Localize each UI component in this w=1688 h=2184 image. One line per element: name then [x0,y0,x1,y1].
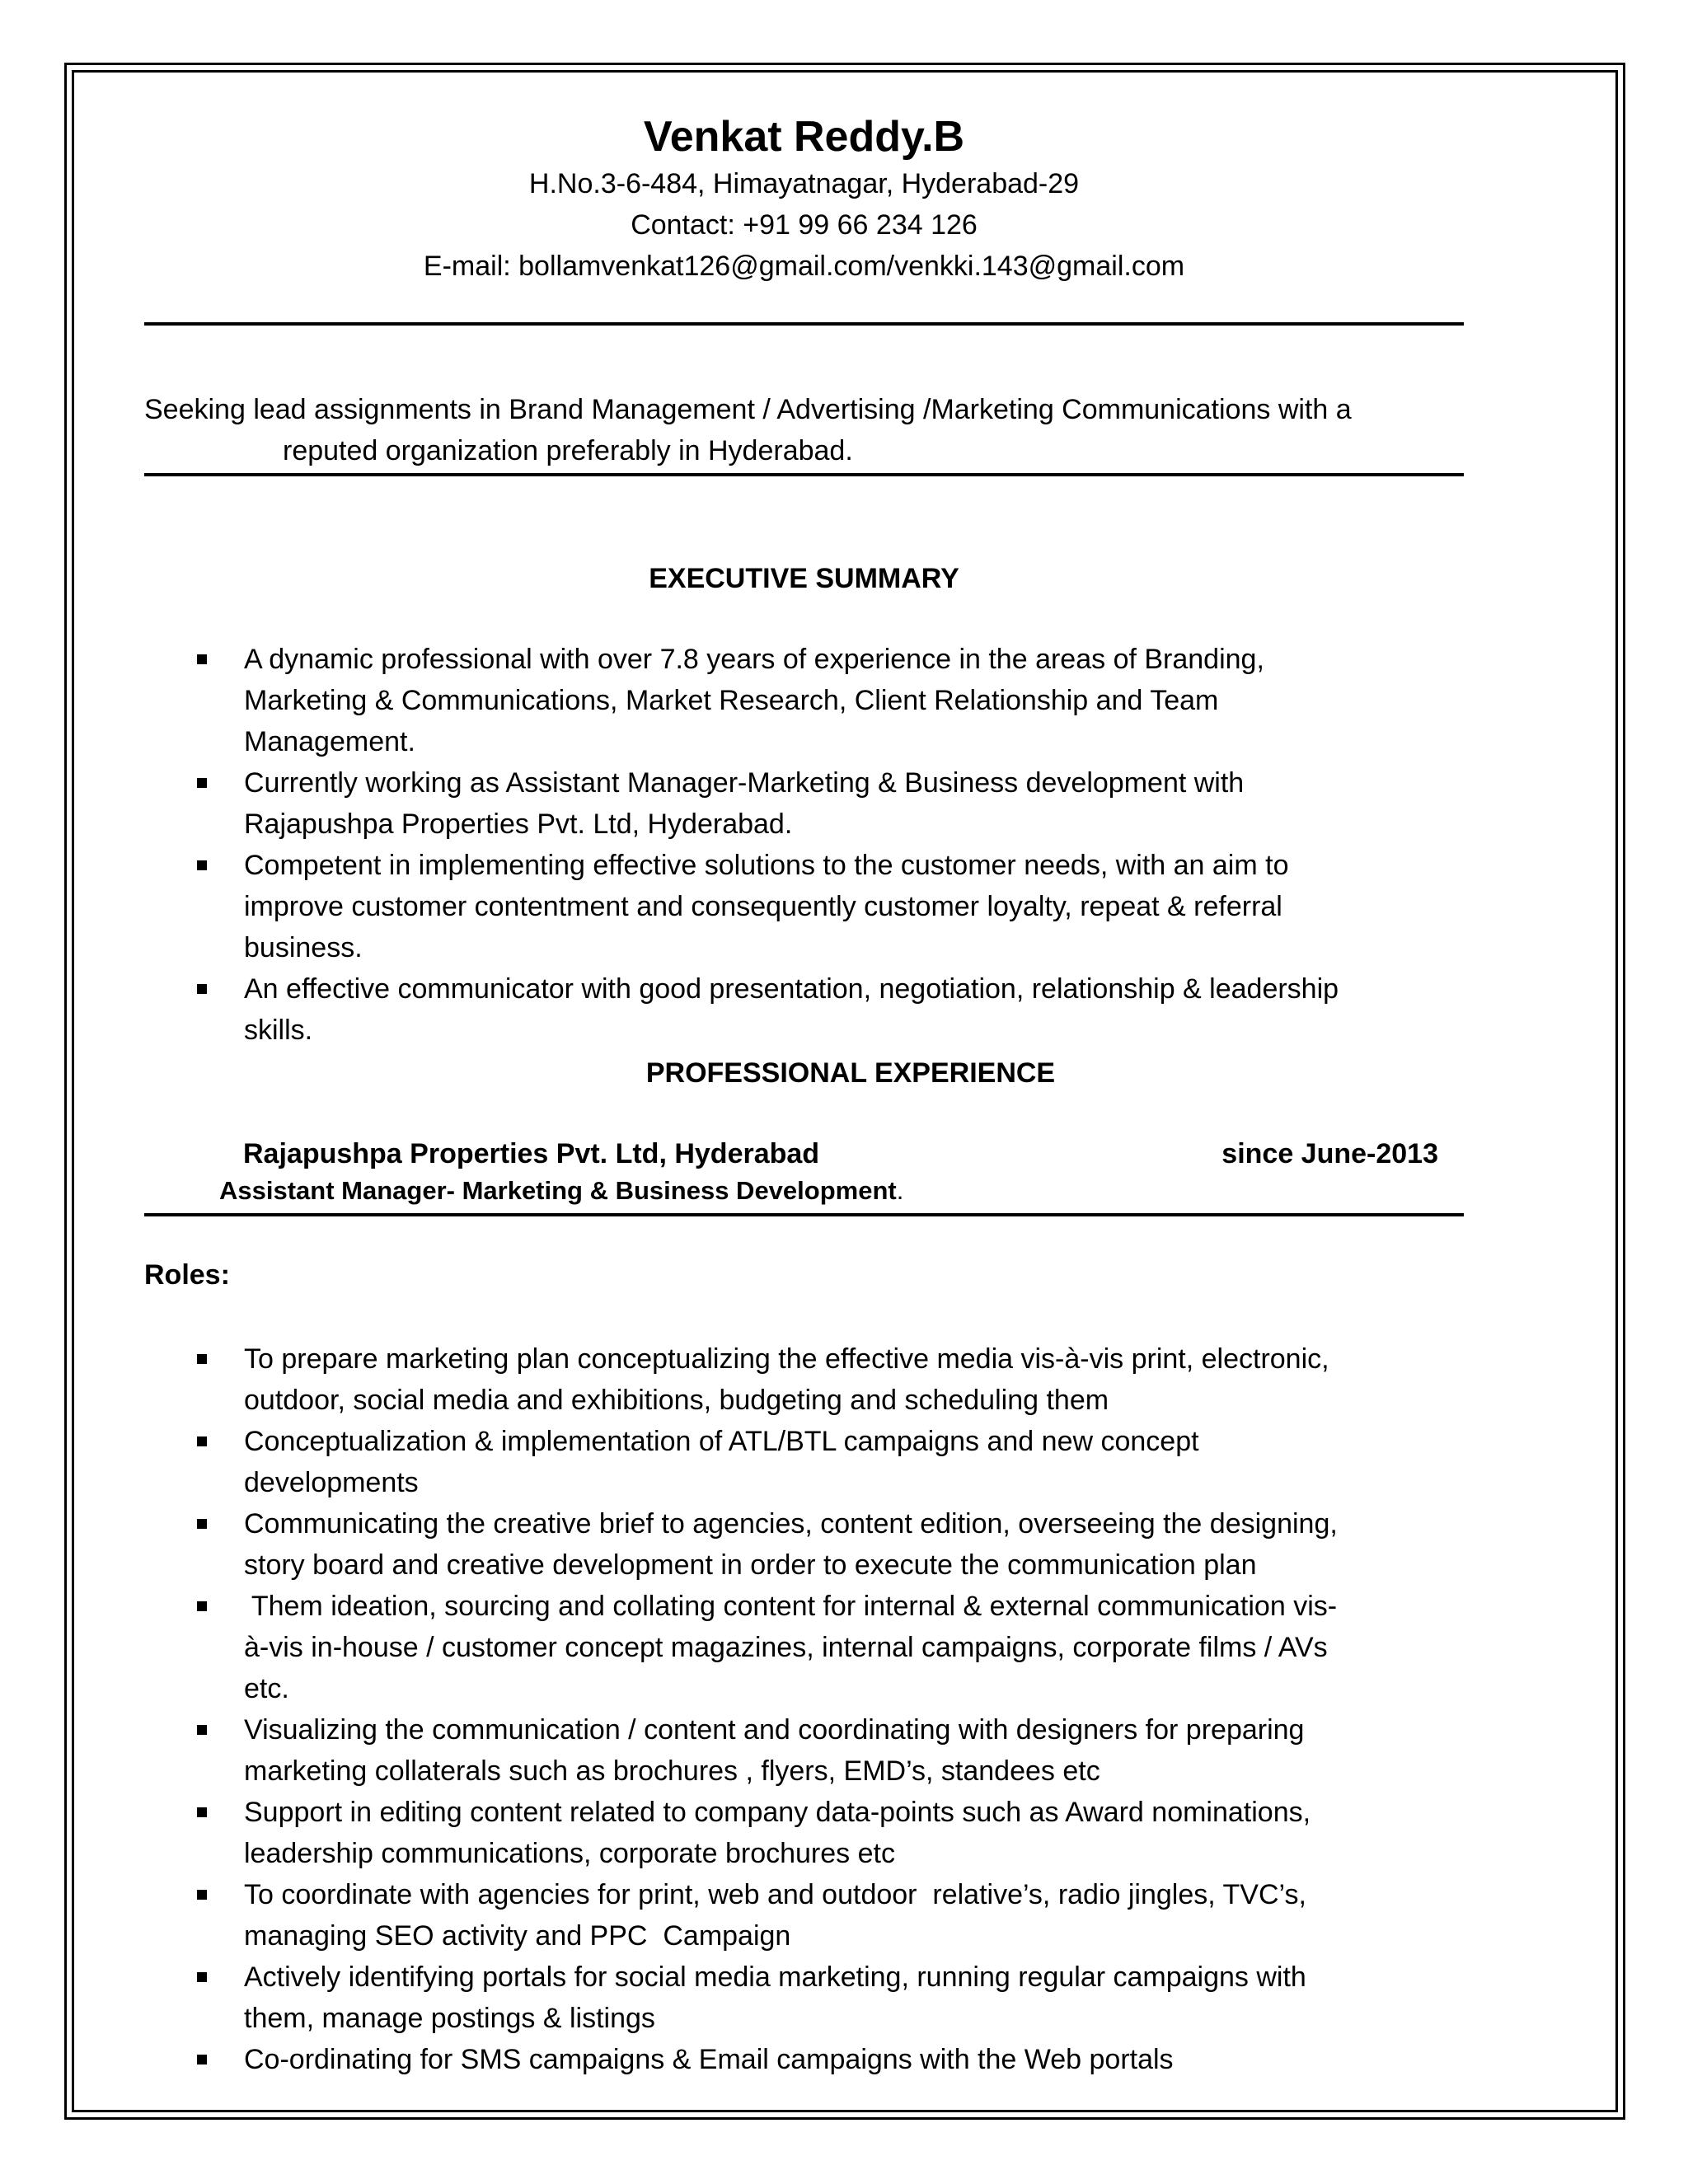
executive-summary-heading: EXECUTIVE SUMMARY [649,563,959,594]
company-name: Rajapushpa Properties Pvt. Ltd, Hyderabad [243,1138,820,1169]
square-bullet-icon [197,1601,207,1611]
list-item: Them ideation, sourcing and collating content for internal & external communication vis- à-vis in-house / customer concept magazines, internal campaigns, corporate films / AVs etc. [191,1586,1469,1709]
list-item: To prepare marketing plan conceptualizing the effective media vis-à-vis print, electronic, outdoor, social media and exhibitions, budgeting and scheduling them [191,1338,1469,1421]
objective-line-1: Seeking lead assignments in Brand Management / Advertising /Marketing Communications with a [144,394,1352,425]
square-bullet-icon [197,1436,207,1446]
list-item: Communicating the creative brief to agencies, content edition, overseeing the designing, story board and creative development in order to execute the communication plan [191,1503,1469,1586]
objective-line-2: reputed organization preferably in Hyderabad. [283,435,853,466]
list-item: Conceptualization & implementation of ATL/BTL campaigns and new concept developments [191,1421,1469,1503]
address-line: H.No.3-6-484, Himayatnagar, Hyderabad-29 [528,168,1080,199]
roles-list [191,1338,1469,2080]
contact-line: Contact: +91 99 66 234 126 [631,209,978,241]
list-item: Visualizing the communication / content and coordinating with designers for preparing marketing collaterals such as brochures , flyers, EMD’s, standees etc [191,1709,1469,1792]
header-divider [144,322,1464,326]
square-bullet-icon [197,860,207,870]
professional-experience-heading: PROFESSIONAL EXPERIENCE [645,1057,1056,1089]
square-bullet-icon [197,1725,207,1735]
list-item: A dynamic professional with over 7.8 years of experience in the areas of Branding, Marketing & Communications, Market Research, Client Relationship and Team Management. [191,639,1469,762]
career-objective [144,389,1464,471]
experience-divider [144,1213,1464,1216]
employment-date: since June-2013 [1221,1138,1438,1169]
executive-summary-list [191,639,1469,1051]
list-item: Competent in implementing effective solutions to the customer needs, with an aim to improve customer contentment and consequently customer loyalty, repeat & referral business. [191,845,1469,968]
square-bullet-icon [197,778,207,788]
list-item: Actively identifying portals for social media marketing, running regular campaigns with them, manage postings & listings [191,1957,1469,2039]
list-item: Currently working as Assistant Manager-Marketing & Business development with Rajapushpa Properties Pvt. Ltd, Hyderabad. [191,762,1469,845]
square-bullet-icon [197,1972,207,1982]
objective-divider [144,473,1464,476]
list-item: Co-ordinating for SMS campaigns & Email campaigns with the Web portals [191,2039,1469,2080]
job-title: Assistant Manager- Marketing & Business Development. [219,1176,904,1205]
roles-heading: Roles: [144,1259,230,1291]
candidate-name: Venkat Reddy.B [643,113,965,161]
square-bullet-icon [197,1890,207,1900]
list-item: Support in editing content related to company data-points such as Award nominations, leadership communications, corporate brochures etc [191,1792,1469,1874]
square-bullet-icon [197,654,207,664]
square-bullet-icon [197,984,207,994]
square-bullet-icon [197,1354,207,1364]
square-bullet-icon [197,1807,207,1817]
list-item: To coordinate with agencies for print, web and outdoor relative’s, radio jingles, TVC’s, managing SEO activity and PPC Campaign [191,1874,1469,1957]
square-bullet-icon [197,1519,207,1529]
list-item: An effective communicator with good presentation, negotiation, relationship & leadership skills. [191,968,1469,1051]
email-line: E-mail: bollamvenkat126@gmail.com/venkki.143@gmail.com [423,251,1185,282]
square-bullet-icon [197,2055,207,2064]
